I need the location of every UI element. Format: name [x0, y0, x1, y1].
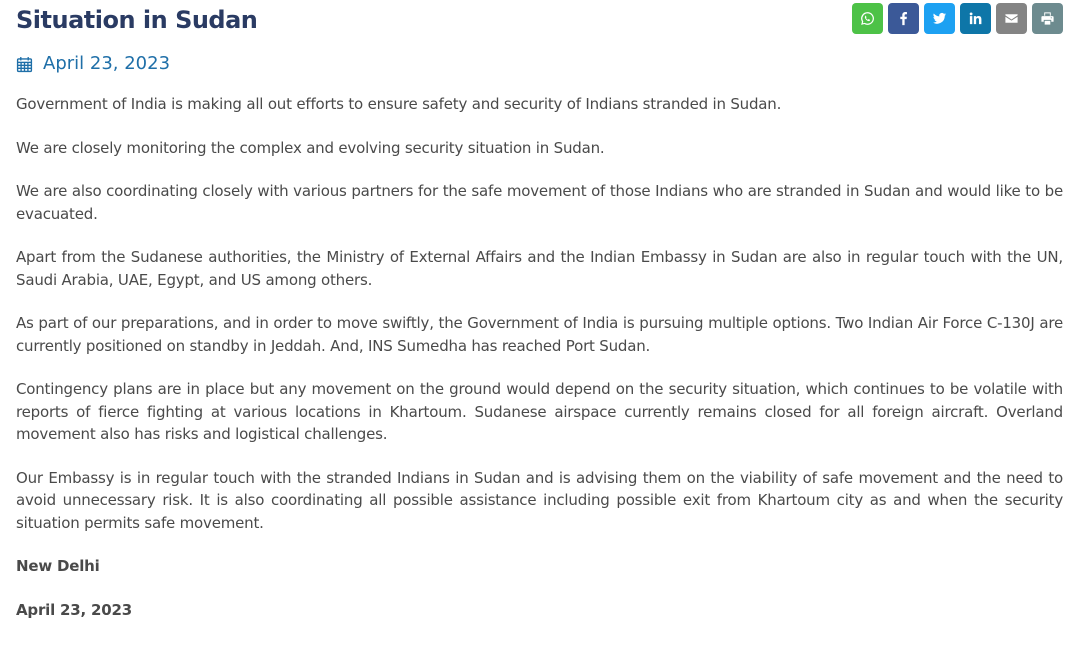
- page-title: Situation in Sudan: [16, 6, 258, 34]
- publish-date-text: April 23, 2023: [43, 53, 171, 74]
- article-body: [16, 93, 1063, 642]
- twitter-share-button[interactable]: [924, 3, 955, 34]
- paragraph: We are closely monitoring the complex and evolving security situation in Sudan.: [16, 138, 605, 157]
- paragraph: We are also coordinating closely with various partners for the safe movement of those Indians who are stranded in Sudan and would like to be evacuated.: [16, 182, 1063, 223]
- email-share-button[interactable]: [996, 3, 1027, 34]
- signature-place: New Delhi: [16, 557, 100, 575]
- print-icon: [1040, 11, 1055, 26]
- paragraph: Contingency plans are in place but any movement on the ground would depend on the security situation, which continues to be volatile with reports of fierce fighting at various locations in Khartoum. Sudanese airspace currently remains closed for all foreign aircraft. Overland movement also has risks and logistical challenges.: [16, 380, 1063, 443]
- twitter-icon: [932, 11, 947, 26]
- facebook-share-button[interactable]: [888, 3, 919, 34]
- paragraph: As part of our preparations, and in order to move swiftly, the Government of India is pursuing multiple options. Two Indian Air Force C-130J are currently positioned on standby in Jeddah. And, INS Sumedha has reached Port Sudan.: [16, 314, 1063, 355]
- paragraph: Apart from the Sudanese authorities, the Ministry of External Affairs and the Indian Embassy in Sudan are also in regular touch with the UN, Saudi Arabia, UAE, Egypt, and US among others.: [16, 248, 1063, 289]
- calendar-icon: [16, 56, 33, 73]
- publish-date: [16, 52, 170, 76]
- signature-date: April 23, 2023: [16, 600, 132, 619]
- paragraph: Our Embassy is in regular touch with the stranded Indians in Sudan and is advising them on the viability of safe movement and the need to avoid unnecessary risk. It is also coordinating all possible assistance including possible exit from Khartoum city as and when the security situation permits safe movement.: [16, 468, 1063, 532]
- whatsapp-share-button[interactable]: [852, 3, 883, 34]
- paragraph: Government of India is making all out efforts to ensure safety and security of Indians stranded in Sudan.: [16, 95, 782, 113]
- share-toolbar: [852, 3, 1063, 34]
- email-icon: [1004, 11, 1019, 26]
- linkedin-share-button[interactable]: [960, 3, 991, 34]
- print-button[interactable]: [1032, 3, 1063, 34]
- facebook-icon: [896, 11, 911, 26]
- whatsapp-icon: [860, 11, 875, 26]
- linkedin-icon: [968, 11, 983, 26]
